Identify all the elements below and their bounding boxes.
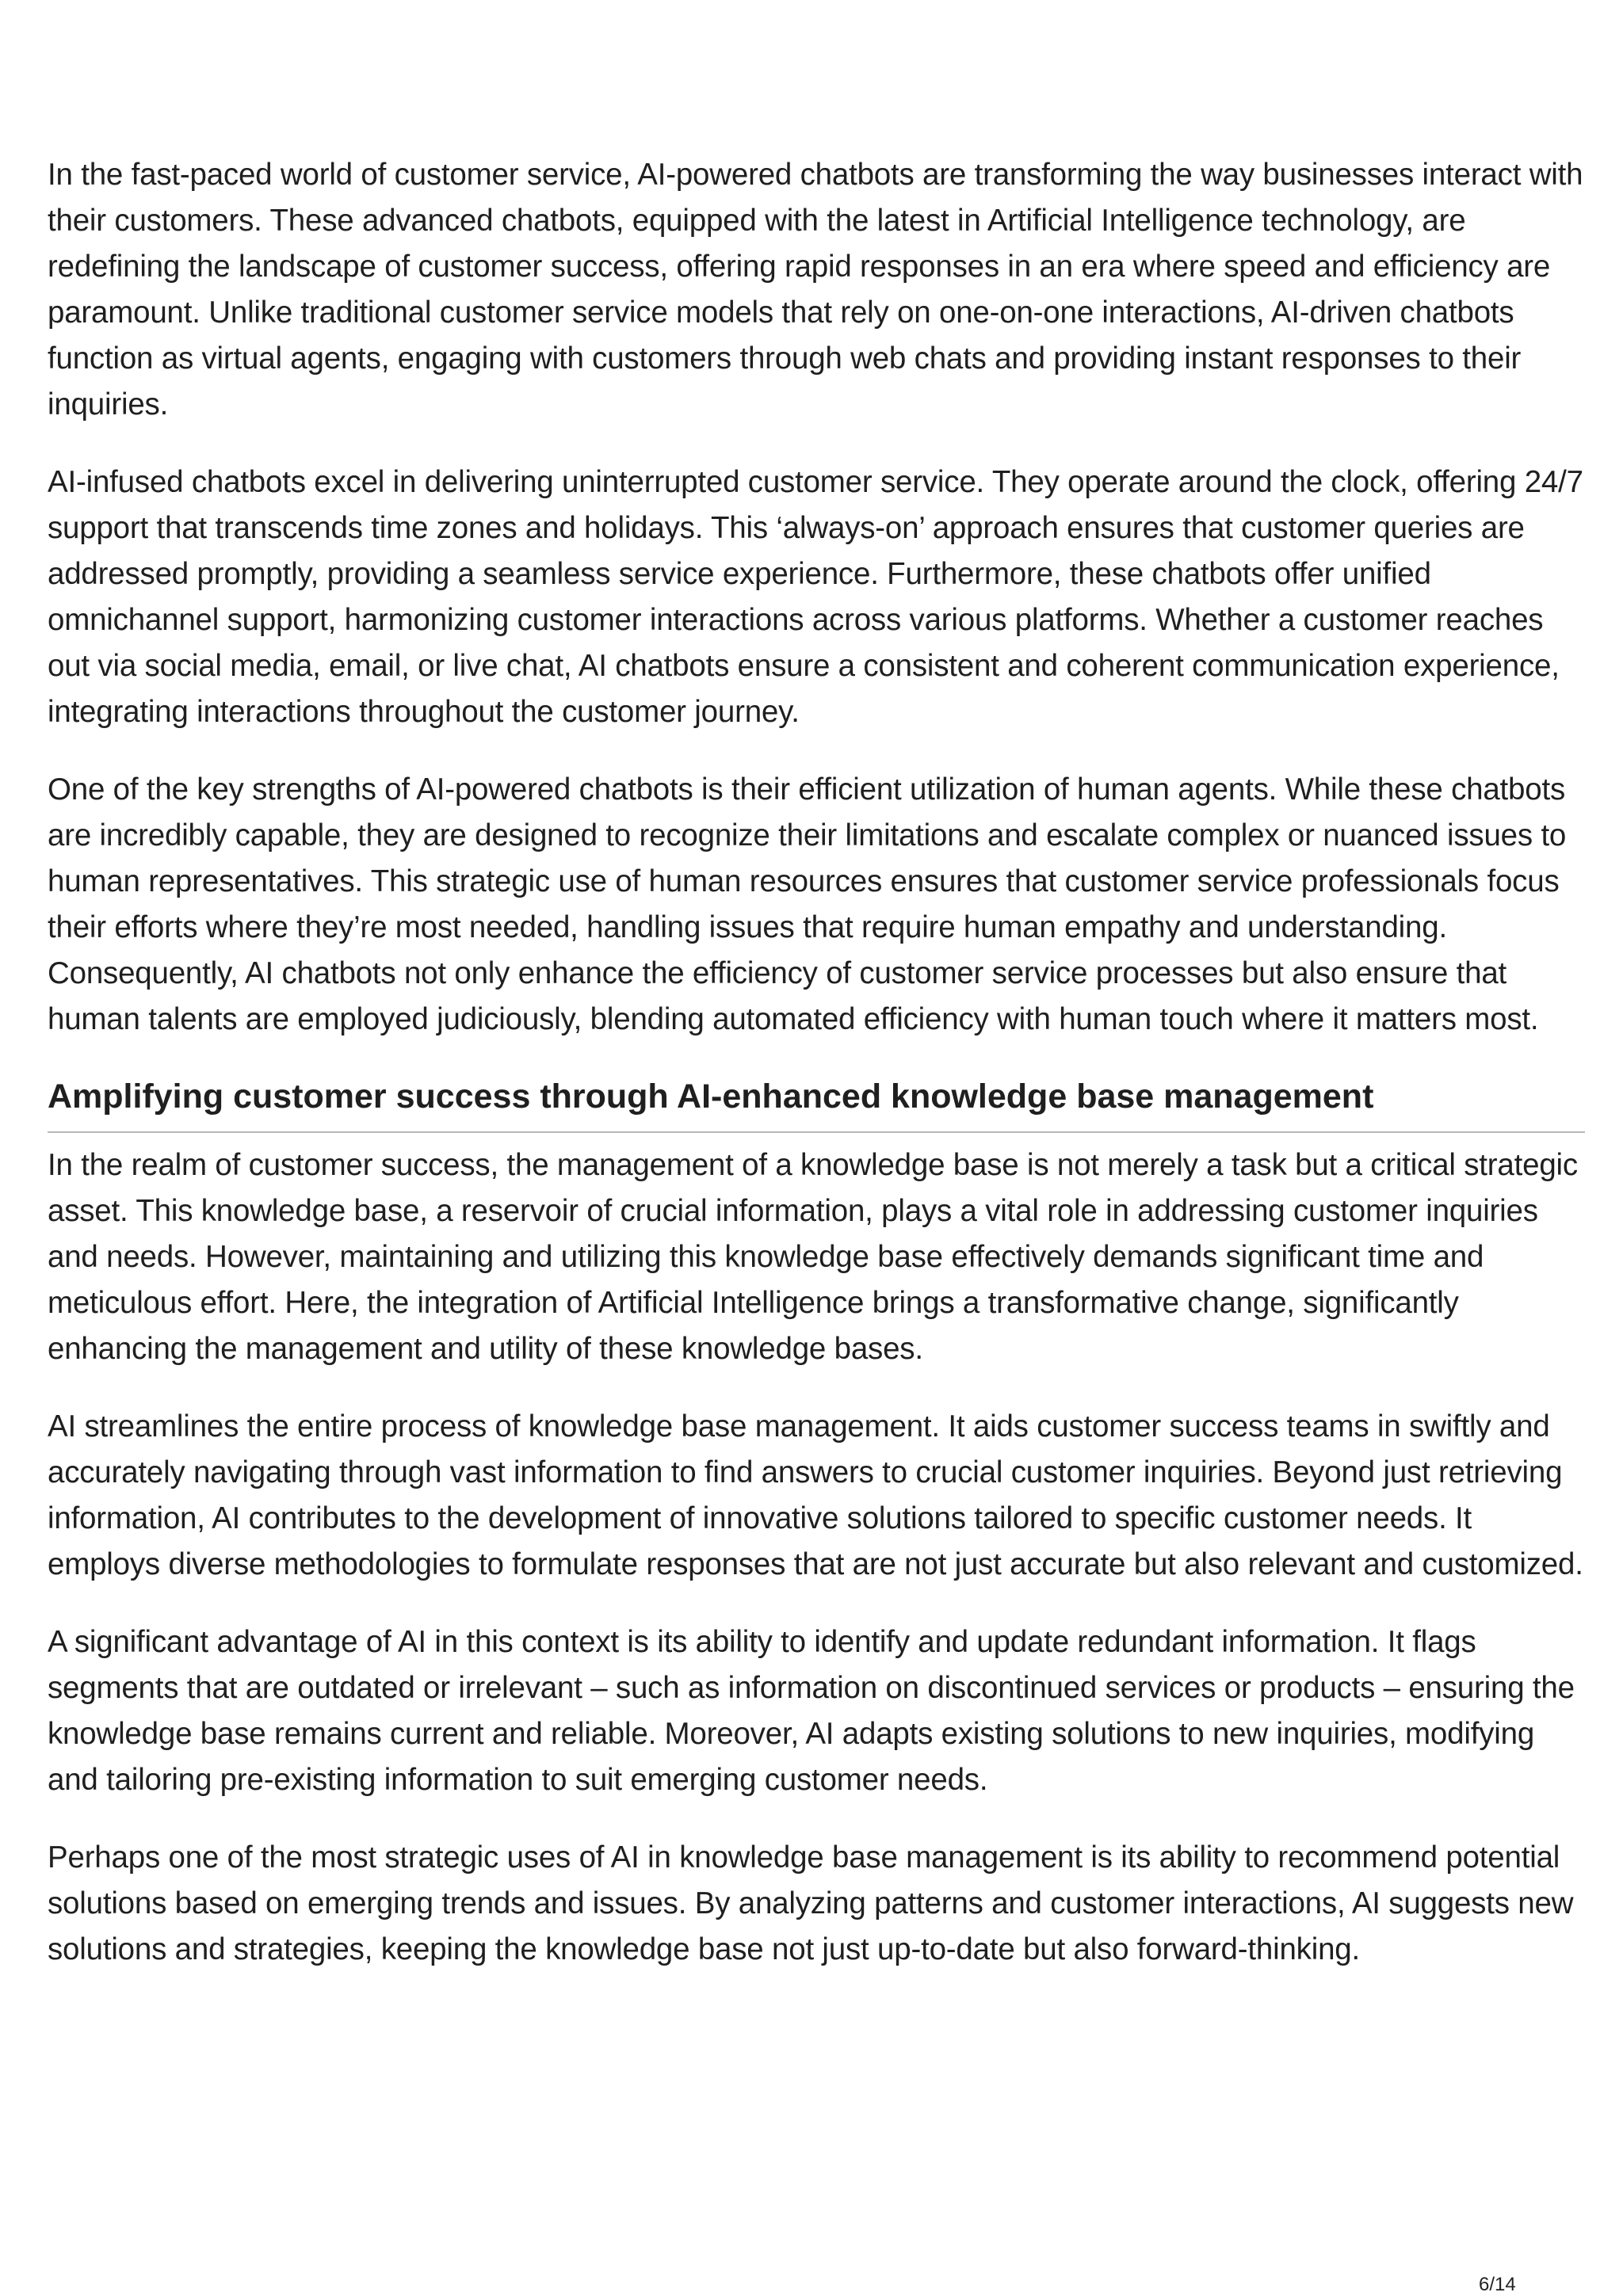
paragraph: AI-infused chatbots excel in delivering uninterrupted customer service. They operate around the clock, offering 24/7 support that transcends time zones and holidays. This ‘always-on’ approach ensures that customer queries are addressed promptly, providing a seamless service experience. Furthermore, these chatbots offer unified omnichannel support, harmonizing customer interactions across various platforms. Whether a customer reaches out via social media, email, or live chat, AI chatbots ensure a consistent and coherent communication experience, integrating interactions throughout the customer journey. bbox=[48, 465, 1583, 729]
article-body bbox=[48, 152, 1585, 2004]
page-number: 6/14 bbox=[1479, 2274, 1516, 2295]
paragraph: One of the key strengths of AI-powered chatbots is their efficient utilization of human agents. While these chatbots are incredibly capable, they are designed to recognize their limitations and escalate complex or nuanced issues to human representatives. This strategic use of human resources ensures that customer service professionals focus their efforts where they’re most needed, handling issues that require human empathy and understanding. Consequently, AI chatbots not only enhance the efficiency of customer service processes but also ensure that human talents are employed judiciously, blending automated efficiency with human touch where it matters most. bbox=[48, 772, 1567, 1036]
paragraph: A significant advantage of AI in this context is its ability to identify and update redundant information. It flags segments that are outdated or irrelevant – such as information on discontinued services or products – ensuring the knowledge base remains current and reliable. Moreover, AI adapts existing solutions to new inquiries, modifying and tailoring pre-existing information to suit emerging customer needs. bbox=[48, 1625, 1575, 1797]
section-heading: Amplifying customer success through AI-enhanced knowledge base management bbox=[48, 1074, 1585, 1133]
paragraph: In the fast-paced world of customer service, AI-powered chatbots are transforming the way businesses interact with their customers. These advanced chatbots, equipped with the latest in Artificial Intelligence technology, are redefining the landscape of customer success, offering rapid responses in an era where speed and efficiency are paramount. Unlike traditional customer service models that rely on one-on-one interactions, AI-driven chatbots function as virtual agents, engaging with customers through web chats and providing instant responses to their inquiries. bbox=[48, 158, 1583, 421]
paragraph: AI streamlines the entire process of knowledge base management. It aids customer success teams in swiftly and accurately navigating through vast information to find answers to crucial customer inquiries. Beyond just retrieving information, AI contributes to the development of innovative solutions tailored to specific customer needs. It employs diverse methodologies to formulate responses that are not just accurate but also relevant and customized. bbox=[48, 1409, 1583, 1581]
paragraph: In the realm of customer success, the management of a knowledge base is not merely a task but a critical strategic asset. This knowledge base, a reservoir of crucial information, plays a vital role in addressing customer inquiries and needs. However, maintaining and utilizing this knowledge base effectively demands significant time and meticulous effort. Here, the integration of Artificial Intelligence brings a transformative change, significantly enhancing the management and utility of these knowledge bases. bbox=[48, 1148, 1578, 1366]
paragraph: Perhaps one of the most strategic uses of AI in knowledge base management is its ability to recommend potential solutions based on emerging trends and issues. By analyzing patterns and customer interactions, AI suggests new solutions and strategies, keeping the knowledge base not just up-to-date but also forward-thinking. bbox=[48, 1840, 1574, 1966]
